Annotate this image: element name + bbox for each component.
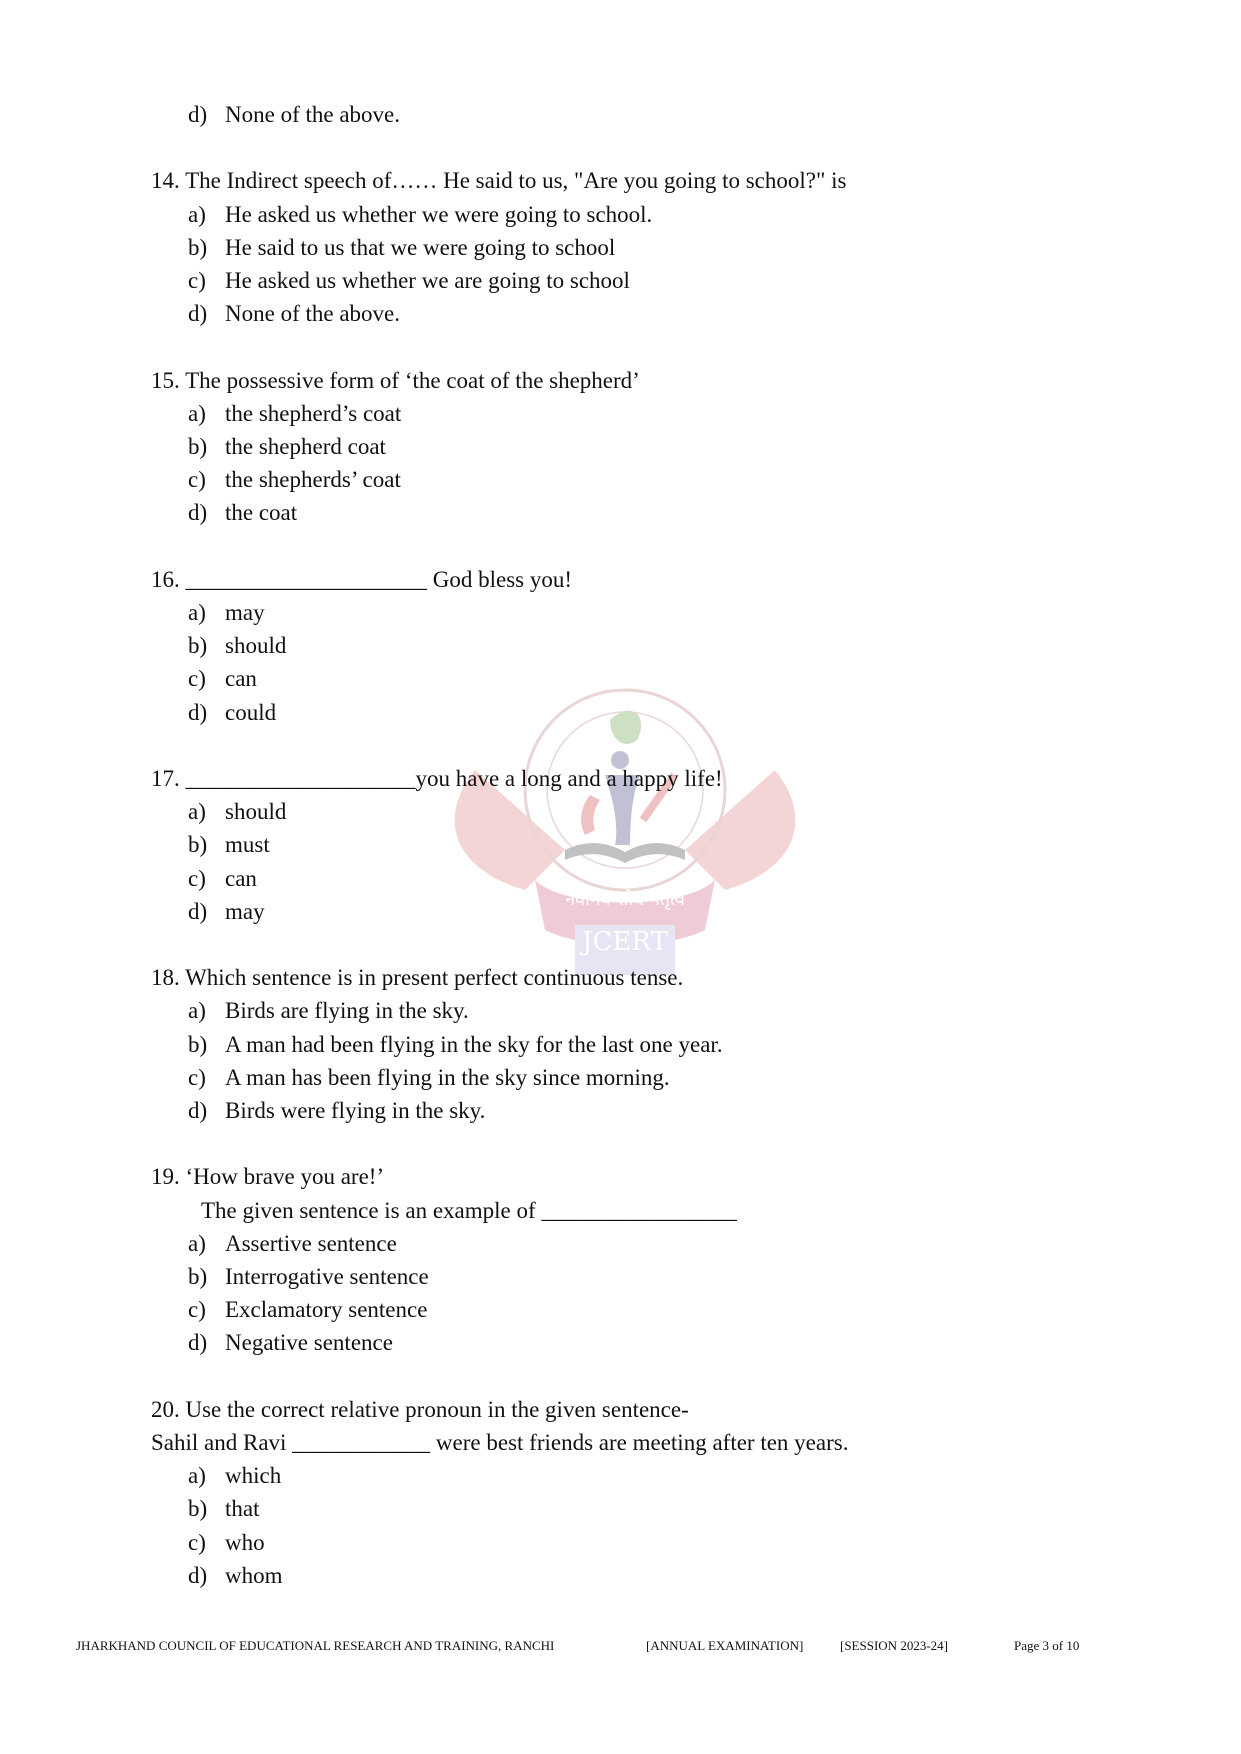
- option-text: should: [225, 633, 287, 659]
- answer-option: [188, 831, 270, 859]
- answer-option: [188, 699, 276, 727]
- option-text: Birds are flying in the sky.: [225, 998, 469, 1024]
- option-label: b): [188, 1264, 208, 1289]
- question-text: [151, 1396, 689, 1424]
- option-label: d): [188, 301, 208, 327]
- option-label: d): [188, 1098, 208, 1123]
- answer-option: [188, 798, 286, 826]
- footer-page-number: Page 3 of 10: [1014, 1638, 1080, 1653]
- option-label: a): [188, 400, 206, 426]
- answer-option: [188, 632, 286, 660]
- answer-option: [188, 665, 257, 693]
- option-text: the coat: [225, 500, 298, 526]
- question-number: 16.: [151, 566, 180, 592]
- question-prompt: ‘How brave you are!’: [185, 1164, 385, 1190]
- answer-option: [188, 1097, 485, 1125]
- option-label: b): [188, 1496, 208, 1522]
- answer-option: [188, 267, 630, 295]
- answer-option: [188, 997, 469, 1025]
- option-text: He asked us whether we were going to school.: [225, 201, 653, 227]
- question-text: [151, 964, 683, 992]
- question-number: 14.: [151, 168, 180, 194]
- answer-option: [188, 234, 615, 262]
- option-text: the shepherd’s coat: [225, 400, 402, 426]
- answer-option: [188, 300, 400, 328]
- option-label: c): [188, 1529, 206, 1555]
- answer-option: [188, 1529, 265, 1557]
- question-number: 18.: [151, 965, 180, 991]
- answer-option: [188, 599, 265, 627]
- option-label: c): [188, 1064, 206, 1090]
- option-label: a): [188, 998, 206, 1024]
- option-text: the shepherd coat: [225, 434, 386, 459]
- footer-org: JHARKHAND COUNCIL OF EDUCATIONAL RESEARCH AND TRAINING, RANCHI: [76, 1638, 555, 1653]
- option-text: should: [225, 799, 287, 825]
- question-text: [151, 167, 846, 195]
- question-prompt: The Indirect speech of…… He said to us, "Are you going to school?" is: [185, 168, 847, 194]
- answer-option: [188, 499, 297, 527]
- answer-option: [188, 400, 401, 428]
- option-label: d): [188, 102, 208, 127]
- option-label: a): [188, 799, 206, 825]
- option-label: b): [188, 234, 208, 260]
- option-text: Negative sentence: [225, 1330, 393, 1356]
- question-prompt: Use the correct relative pronoun in the given sentence-: [185, 1396, 689, 1422]
- option-text: which: [225, 1463, 282, 1489]
- option-label: a): [188, 1230, 206, 1256]
- answer-option: [188, 1495, 260, 1523]
- option-text: Interrogative sentence: [225, 1264, 429, 1289]
- question-number: 20.: [151, 1396, 180, 1422]
- option-text: He said to us that we were going to school: [225, 234, 616, 260]
- answer-option: [188, 101, 400, 129]
- option-text: may: [225, 600, 265, 625]
- answer-option: [188, 1230, 397, 1258]
- answer-option: [188, 1031, 723, 1059]
- option-text: He asked us whether we are going to school: [225, 268, 630, 293]
- answer-option: [188, 466, 401, 494]
- answer-option: [188, 1296, 427, 1324]
- option-text: None of the above.: [225, 301, 400, 327]
- answer-option: [188, 1064, 670, 1092]
- option-text: that: [225, 1496, 260, 1522]
- option-label: d): [188, 699, 208, 725]
- option-text: Birds were flying in the sky.: [225, 1098, 486, 1123]
- option-label: c): [188, 467, 206, 493]
- option-label: d): [188, 898, 208, 924]
- option-label: c): [188, 865, 206, 891]
- option-text: Assertive sentence: [225, 1230, 397, 1256]
- option-text: can: [225, 865, 257, 891]
- option-label: a): [188, 1463, 206, 1489]
- option-label: b): [188, 434, 208, 459]
- answer-option: [188, 898, 265, 926]
- option-label: b): [188, 832, 208, 858]
- option-text: could: [225, 699, 277, 725]
- footer-session: [SESSION 2023-24]: [840, 1638, 948, 1653]
- answer-option: [188, 1263, 429, 1291]
- option-text: whom: [225, 1562, 283, 1588]
- question-text: [151, 1163, 384, 1191]
- question-text: [151, 765, 723, 793]
- question-text: [151, 367, 640, 395]
- question-prompt: ____________________you have a long and a happy life!: [185, 766, 723, 791]
- answer-option: [188, 1329, 393, 1357]
- question-continuation: Sahil and Ravi ____________ were best friends are meeting after ten years.: [151, 1430, 849, 1455]
- question-prompt: _____________________ God bless you!: [185, 566, 573, 592]
- answer-option: [188, 1562, 283, 1590]
- question-prompt: Which sentence is in present perfect continuous tense.: [185, 965, 684, 991]
- option-text: may: [225, 898, 265, 924]
- option-text: the shepherds’ coat: [225, 467, 401, 493]
- option-text: None of the above.: [225, 102, 400, 127]
- option-text: A man has been flying in the sky since morning.: [225, 1064, 670, 1090]
- question-number: 19.: [151, 1164, 180, 1190]
- option-label: b): [188, 1031, 208, 1057]
- option-label: d): [188, 1562, 208, 1588]
- option-label: c): [188, 268, 206, 293]
- question-number: 17.: [151, 766, 180, 791]
- answer-option: [188, 865, 257, 893]
- watermark-motto: नवामेव शोध नतृत्व: [565, 889, 685, 910]
- option-label: d): [188, 500, 208, 526]
- option-text: who: [225, 1529, 265, 1555]
- question-prompt: The possessive form of ‘the coat of the shepherd’: [185, 367, 640, 393]
- question-continuation: The given sentence is an example of _________________: [201, 1197, 737, 1223]
- footer-exam: [ANNUAL EXAMINATION]: [646, 1638, 804, 1653]
- option-text: A man had been flying in the sky for the last one year.: [225, 1031, 723, 1057]
- option-label: c): [188, 1297, 206, 1323]
- option-label: c): [188, 666, 206, 692]
- question-text: [151, 566, 572, 594]
- watermark-acronym: JCERT: [582, 927, 668, 957]
- question-number: 15.: [151, 367, 180, 393]
- option-label: d): [188, 1330, 208, 1356]
- option-text: Exclamatory sentence: [225, 1297, 428, 1323]
- option-label: b): [188, 633, 208, 659]
- option-text: can: [225, 666, 257, 692]
- answer-option: [188, 433, 386, 461]
- answer-option: [188, 201, 652, 229]
- option-label: a): [188, 600, 206, 625]
- option-label: a): [188, 201, 206, 227]
- option-text: must: [225, 832, 270, 858]
- answer-option: [188, 1462, 281, 1490]
